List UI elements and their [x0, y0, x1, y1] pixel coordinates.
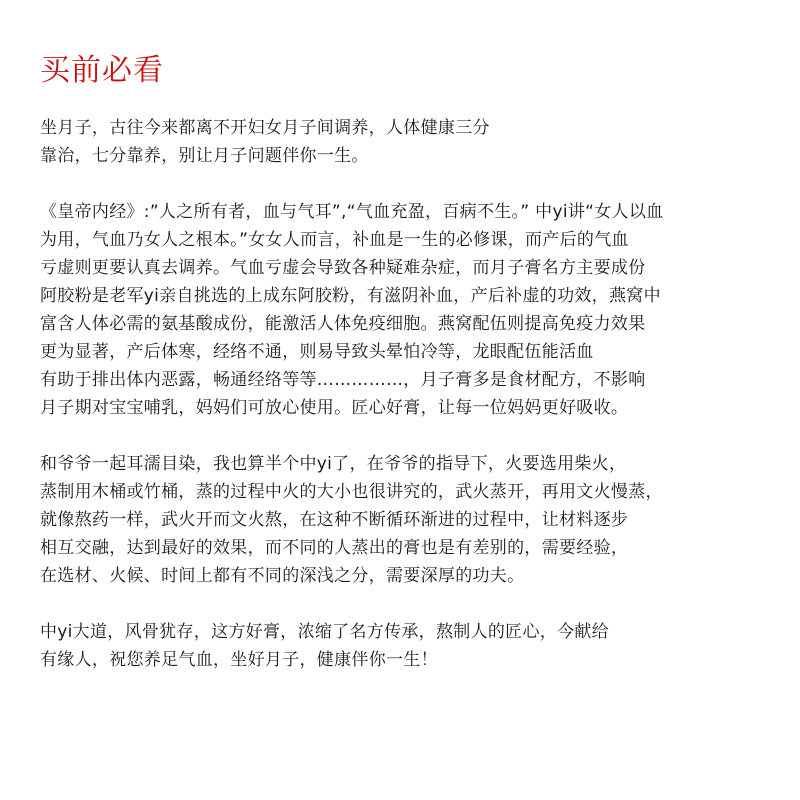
article-body — [40, 114, 780, 674]
text-line: 和爷爷一起耳濡目染，我也算半个中yi了，在爷爷的指导下，火要选用柴火， — [40, 454, 627, 474]
text-line: 月子期对宝宝哺乳，妈妈们可放心使用。匠心好膏，让每一位妈妈更好吸收。 — [40, 398, 629, 418]
text-line: 《皇帝内经》:”人之所有者，血与气耳”,“气血充盈，百病不生。” 中yi讲“女人以血 — [40, 202, 664, 222]
text-line: 就像熬药一样，武火开而文火熬，在这种不断循环渐进的过程中，让材料逐步 — [40, 510, 629, 530]
text-line: 相互交融，达到最好的效果，而不同的人蒸出的膏也是有差别的，需要经验， — [40, 538, 629, 558]
text-line: 亏虚则更要认真去调养。气血亏虚会导致各种疑难杂症，而月子膏名方主要成份 — [40, 258, 646, 278]
text-line: 靠治，七分靠养，别让月子问题伴你一生。 — [40, 146, 369, 166]
paragraph-closing — [40, 618, 780, 674]
text-line: 富含人体必需的氨基酸成份，能激活人体免疫细胞。燕窝配伍则提高免疫力效果 — [40, 314, 646, 334]
text-line: 阿胶粉是老军yi亲自挑选的上成东阿胶粉，有滋阴补血，产后补虚的功效，燕窝中 — [40, 286, 661, 306]
text-line: 坐月子，古往今来都离不开妇女月子间调养，人体健康三分 — [40, 118, 490, 138]
paragraph-gap — [40, 590, 780, 618]
paragraph-intro — [40, 114, 780, 170]
text-line: 蒸制用木桶或竹桶，蒸的过程中火的大小也很讲究的，武火蒸开，再用文火慢蒸， — [40, 482, 663, 502]
text-line: 有缘人，祝您养足气血，坐好月子，健康伴你一生！ — [40, 650, 438, 670]
paragraph-classic-quote — [40, 198, 780, 422]
paragraph-gap — [40, 422, 780, 450]
paragraph-gap — [40, 170, 780, 198]
page-title: 买前必看 — [40, 53, 164, 88]
text-line: 为用，气血乃女人之根本。”女女人而言，补血是一生的必修课，而产后的气血 — [40, 230, 629, 250]
text-line: 中yi大道，风骨犹存，这方好膏，浓缩了名方传承，熬制人的匠心，今献给 — [40, 622, 609, 642]
text-line: 有助于排出体内恶露，畅通经络等等……………，月子膏多是食材配方，不影响 — [40, 370, 646, 390]
text-line: 更为显著，产后体寒，经络不通，则易导致头晕怕冷等，龙眼配伍能活血 — [40, 342, 594, 362]
paragraph-craft — [40, 450, 780, 590]
text-line: 在选材、火候、时间上都有不同的深浅之分，需要深厚的功夫。 — [40, 566, 525, 586]
